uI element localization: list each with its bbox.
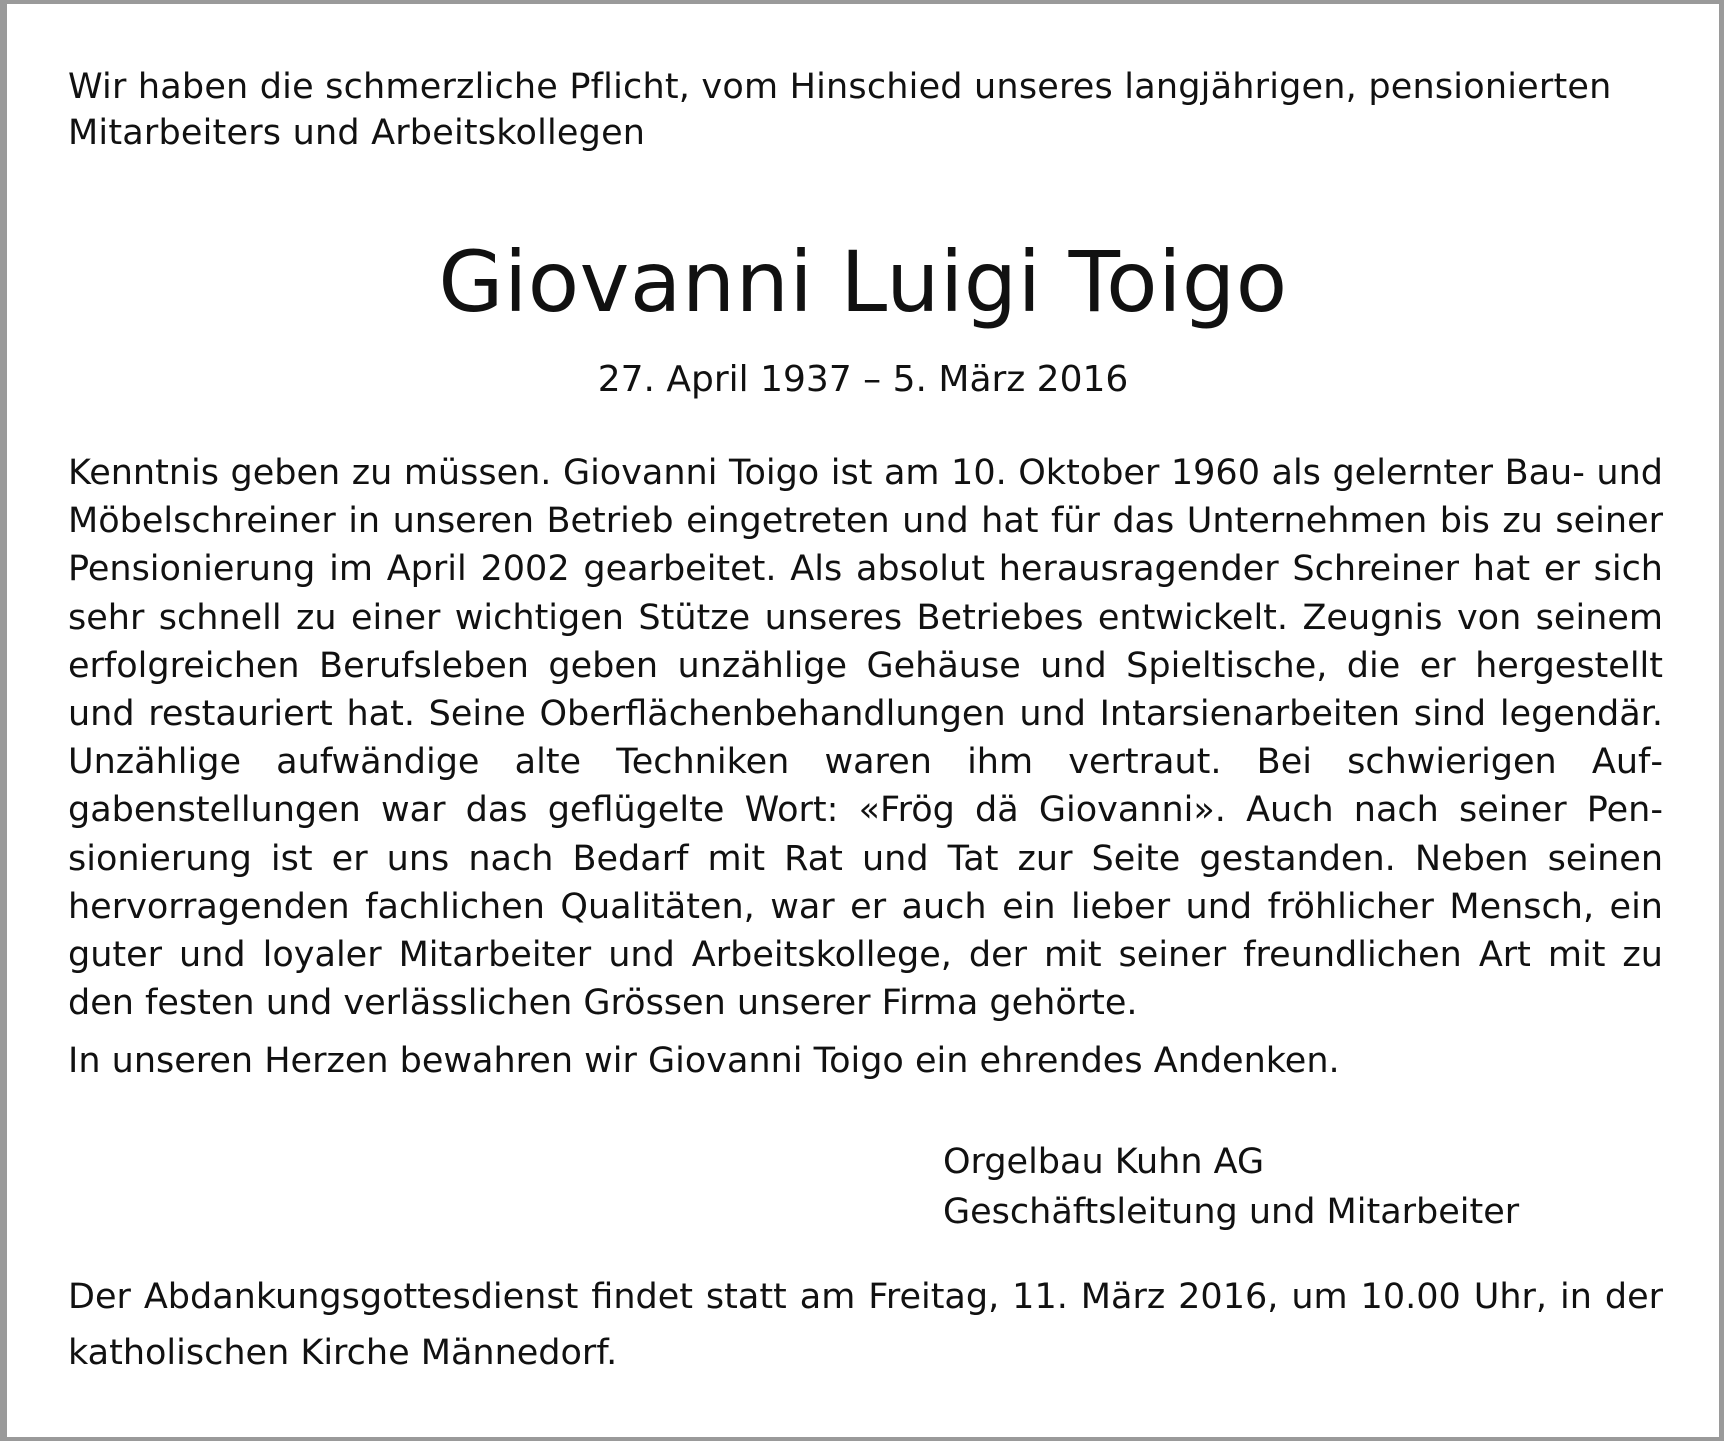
closing-sentence: In unseren Herzen bewahren wir Giovanni Toigo ein ehrendes Andenken. <box>68 1041 1340 1081</box>
life-dates: 27. April 1937 – 5. März 2016 <box>597 359 1129 400</box>
funeral-service-info: Der Abdankungsgottesdienst findet statt am Freitag, 11. März 2016, um 10.00 Uhr, in der katholischen Kirche Männedorf. <box>68 1277 1663 1373</box>
company-name: Orgelbau Kuhn AG <box>943 1142 1265 1182</box>
signatory-group: Geschäftsleitung und Mitarbeiter <box>943 1192 1520 1232</box>
signature-block <box>943 1137 1519 1237</box>
intro-text: Wir haben die schmerzliche Pflicht, vom Hinschied unseres langjährigen, pensionierten Mitarbeiters und Arbeitskollegen <box>68 67 1612 153</box>
body-paragraph: Kenntnis geben zu müssen. Giovanni Toigo ist am 10. Oktober 1960 als gelernter Bau- und Möbelschreiner in unseren Betrieb eingetreten und hat für das Unternehmen bis zu seiner Pensionierung im April 2002 gearbeitet. Als absolut herausragender Schreiner hat er sich sehr schnell zu einer wichtigen Stütze unseres Betriebes entwickelt. Zeugnis von seinem erfolgreichen Berufsleben geben unzählige Gehäuse und Spieltische, die er hergestellt und restauriert hat. Seine Oberflächenbehandlungen und Intarsienarbeiten sind legendär. Unzählige aufwändige alte Techniken waren ihm vertraut. Bei schwierigen Aufgabenstellungen war das geflügelte Wort: «Frög dä Giovanni». Auch nach seiner Pensionierung ist er uns nach Bedarf mit Rat und Tat zur Seite gestanden. Neben seinen hervorragenden fachlichen Qualitäten, war er auch ein lieber und fröhlicher Mensch, ein guter und loyaler Mitarbeiter und Arbeitskollege, der mit seiner freundlichen Art mit zu den festen und verlässlichen Grössen unserer Firma gehörte. <box>68 453 1663 1024</box>
deceased-name: Giovanni Luigi Toigo <box>438 233 1288 331</box>
